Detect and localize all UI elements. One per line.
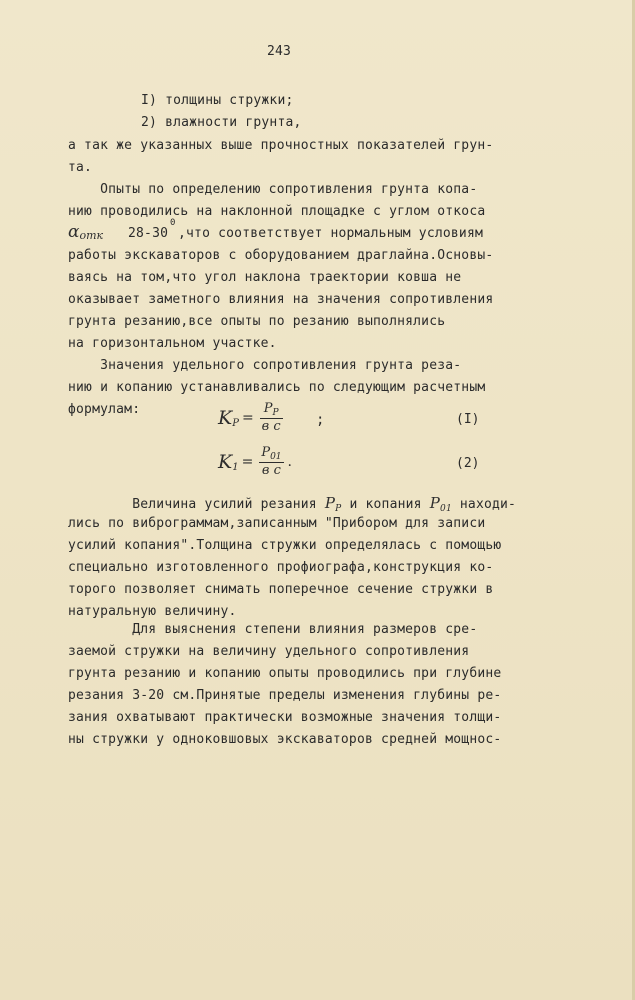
formula-2-separator: . [287, 454, 292, 470]
text-line: зания охватывают практически возможные значения толщи- [68, 710, 502, 725]
text-line: специально изготовленного профиографа,конструкция ко- [68, 560, 494, 575]
text-line: лись по виброграммам,записанным "Прибором для записи [68, 516, 486, 531]
text-line: на горизонтальном участке. [68, 336, 277, 351]
angle-range: 28-30 [128, 226, 169, 241]
text-line: работы экскаваторов с оборудованием драглайна.Основы- [68, 248, 494, 263]
formula-1-lhs-sub: P [232, 417, 239, 429]
formula-1-lhs: K [218, 406, 233, 429]
text-line: ваясь на том,что угол наклона траектории ковша не [68, 270, 462, 285]
formula-1-numerator: $P_P$ [263, 401, 279, 418]
text-line: формулам: [68, 402, 141, 417]
page-number: 243 [267, 44, 292, 59]
degree-mark: 0 [170, 218, 176, 228]
text-line: оказывает заметного влияния на значения сопротивления [68, 292, 494, 307]
text-line: грунта резанию,все опыты по резанию выполнялись [68, 314, 446, 329]
formula-1-equals: = [241, 410, 254, 426]
angle-subscript: отк [79, 229, 104, 242]
text-line: натуральную величину. [68, 604, 237, 619]
text-line: Опыты по определению сопротивления грунта копа- [68, 182, 478, 197]
po-symbol: $P_{01}$ [429, 494, 452, 514]
formula-2 [218, 446, 292, 478]
list-item-2: 2) влажности грунта, [141, 115, 302, 130]
list-item-1: I) толщины стружки; [141, 93, 294, 108]
formula-2-fraction [259, 446, 283, 478]
formula-2-lhs-sub: 1 [232, 461, 239, 473]
pr-symbol: $P_P$ [324, 494, 342, 514]
text-line: Величина усилий резания $P_P$ и копания $P_{01}$ находи- [68, 494, 517, 514]
formula-2-numerator: $P_{01}$ [261, 445, 282, 462]
formula-1-separator: ; [316, 412, 325, 428]
formula-2-number: (2) [456, 456, 480, 471]
formula-1-fraction [260, 402, 283, 434]
text-line: усилий копания".Толщина стружки определялась с помощью [68, 538, 502, 553]
formula-1 [218, 402, 283, 434]
text-line: ,что соответствует нормальным условиям [178, 226, 484, 241]
text-line: Значения удельного сопротивления грунта реза- [68, 358, 462, 373]
formula-1-denominator: в с [261, 419, 281, 434]
angle-symbol: αотк [68, 222, 104, 242]
text-line: заемой стружки на величину удельного сопротивления [68, 644, 470, 659]
text-line: нию и копанию устанавливались по следующим расчетным [68, 380, 486, 395]
text-line: а так же указанных выше прочностных показателей грун- [68, 138, 494, 153]
formula-2-denominator: в с [261, 463, 281, 478]
text-line: ны стружки у одноковшовых экскаваторов средней мощнос- [68, 732, 502, 747]
text-line: резания 3-20 см.Принятые пределы изменения глубины ре- [68, 688, 502, 703]
text-line: Для выяснения степени влияния размеров сре- [68, 622, 478, 637]
text-line: та. [68, 160, 93, 175]
formula-2-lhs: K [218, 450, 233, 473]
formula-1-number: (I) [456, 412, 480, 427]
formula-2-equals: = [241, 454, 254, 470]
text-line: грунта резанию и копанию опыты проводились при глубине [68, 666, 502, 681]
text-line: нию проводились на наклонной площадке с углом откоса [68, 204, 486, 219]
text-line: торого позволяет снимать поперечное сечение стружки в [68, 582, 494, 597]
